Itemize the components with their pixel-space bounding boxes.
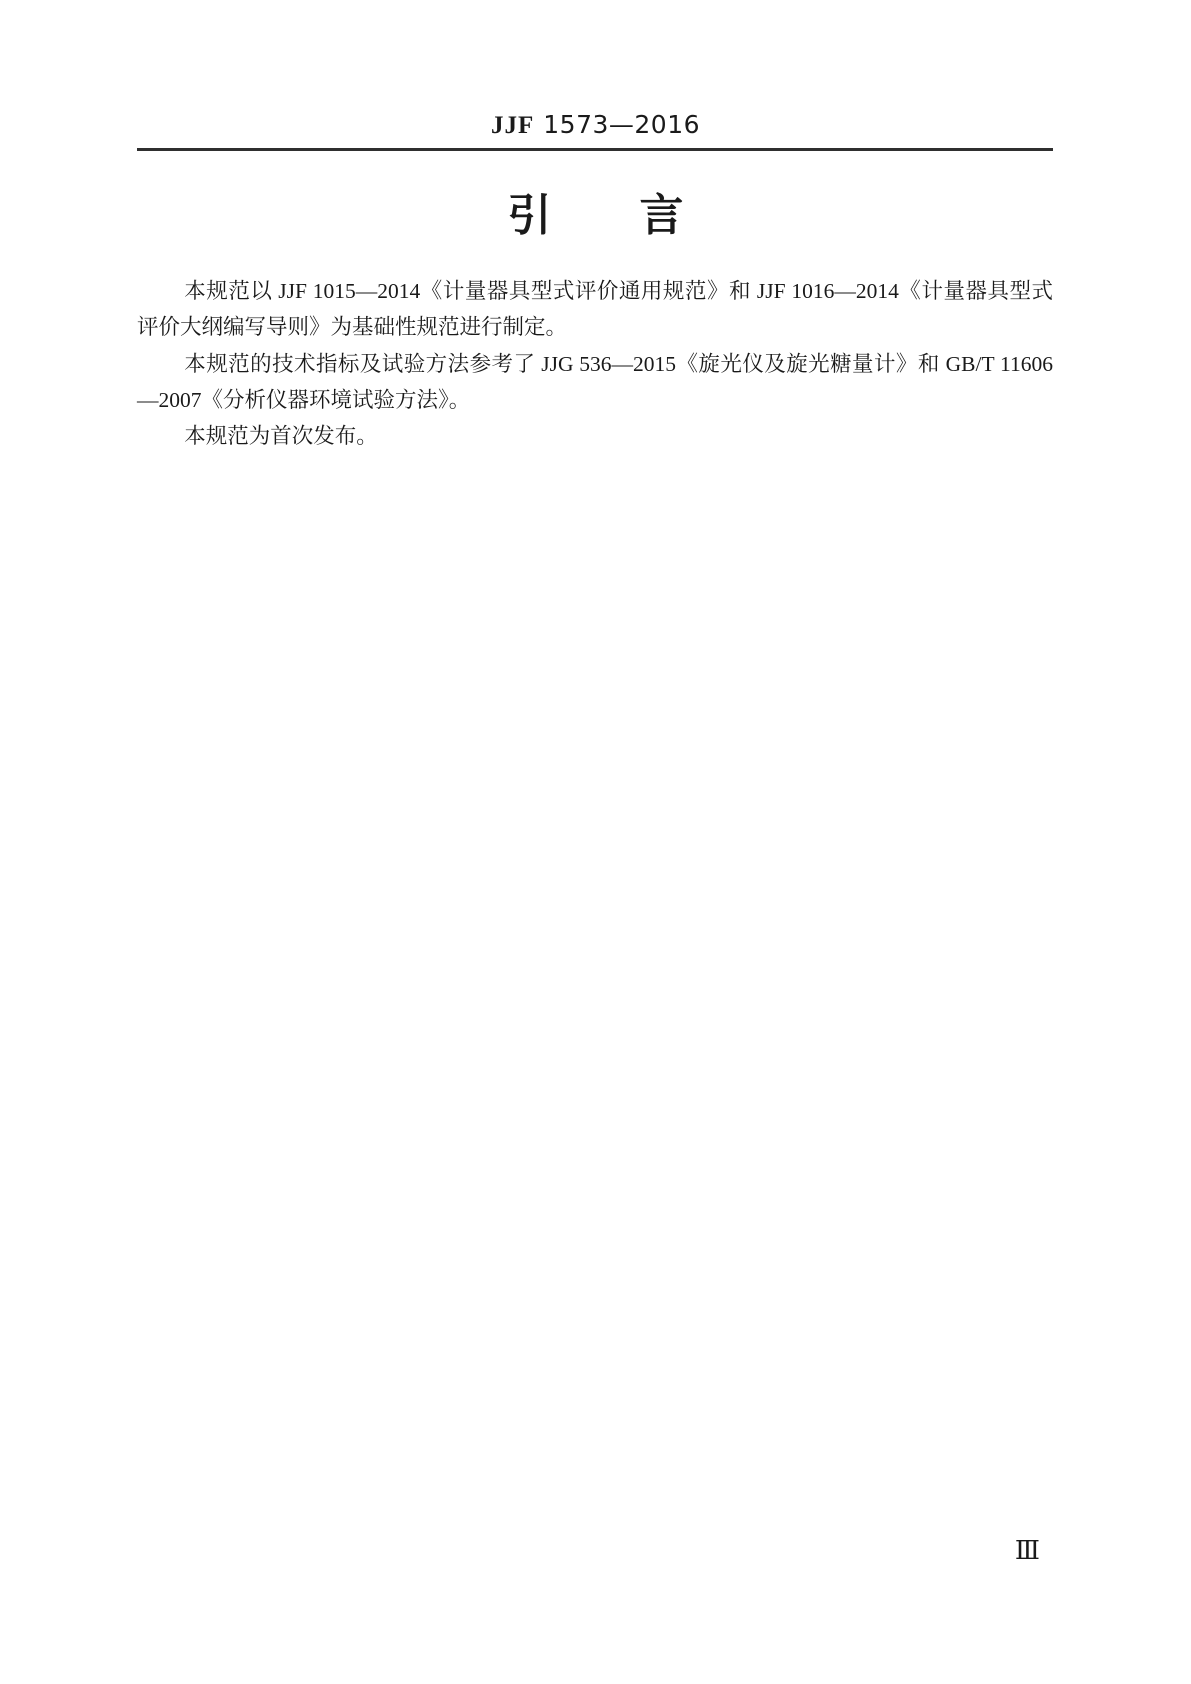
section-title: 引 言 — [507, 190, 684, 241]
doc-code-prefix: JJF — [490, 112, 535, 139]
page-number: Ⅲ — [1014, 1536, 1040, 1565]
doc-code-number: 1573—2016 — [543, 110, 701, 139]
paragraph-first-issue: 本规范为首次发布。 — [184, 424, 378, 449]
doc-header — [0, 110, 1191, 141]
paragraph-basis: 本规范以 JJF 1015—2014《计量器具型式评价通用规范》和 JJF 1016—2014《计量器具型式评价大纲编写导则》为基础性规范进行制定。 — [137, 279, 1053, 340]
header-rule — [137, 148, 1053, 151]
paragraph-references: 本规范的技术指标及试验方法参考了 JJG 536—2015《旋光仪及旋光糖量计》和 GB/T 11606—2007《分析仪器环境试验方法》。 — [137, 351, 1053, 412]
document-body — [137, 273, 1053, 454]
